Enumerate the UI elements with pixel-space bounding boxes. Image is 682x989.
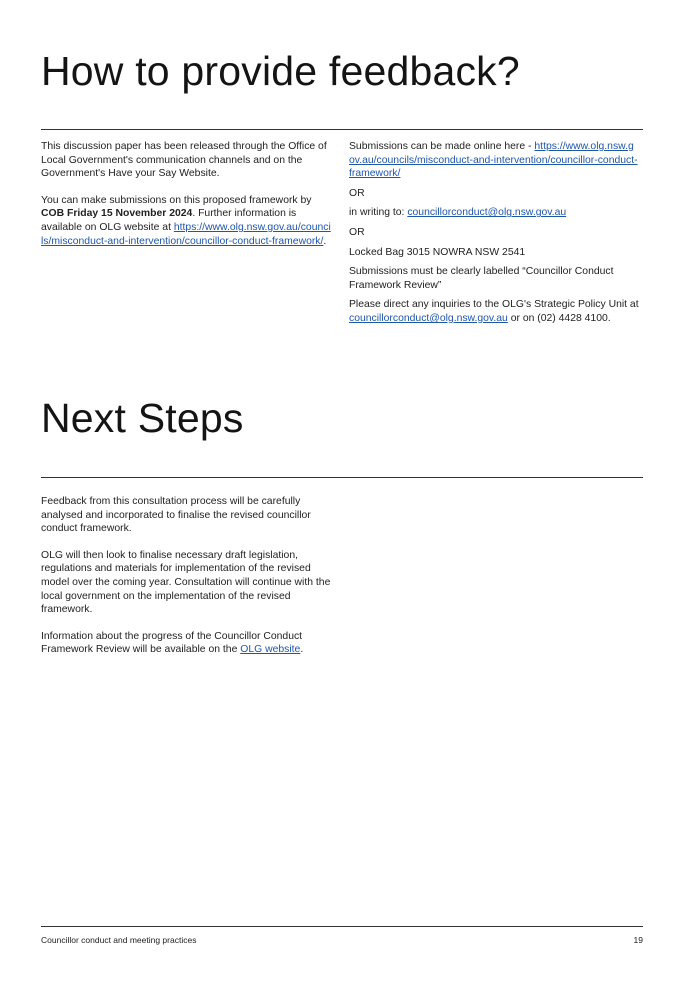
page-heading-next-steps: Next Steps [41, 395, 244, 441]
online-prefix: Submissions can be made online here - [349, 141, 535, 152]
online-submission-link[interactable]: https://www.olg.nsw.gov.au/councils/misconduct-and-intervention/councillor-conduct-framework/ [349, 141, 638, 180]
feedback-right-column [349, 140, 639, 332]
deadline-prefix: You can make submissions on this proposed framework by [41, 194, 312, 206]
olg-framework-link[interactable]: https://www.olg.nsw.gov.au/councils/misconduct-and-intervention/councillor-conduct-framework/ [41, 221, 331, 247]
progress-suffix: . [300, 644, 304, 656]
paragraph-online-submission [349, 140, 639, 181]
deadline-mid: . Further information is available on OLG website at [41, 208, 297, 233]
inquiries-suffix: or on (02) 4428 4100. [507, 312, 611, 324]
inquiries-prefix: Please direct any inquiries to the OLG's Strategic Policy Unit at [349, 299, 639, 311]
section-divider [41, 477, 643, 478]
section-divider [41, 129, 643, 130]
postal-address: Locked Bag 3015 NOWRA NSW 2541 [349, 246, 526, 258]
paragraph-progress-info [41, 630, 339, 657]
paragraph-feedback-analysis: Feedback from this consultation process will be carefully analysed and incorporated to finalise the revised councillor conduct framework. [41, 496, 311, 535]
deadline-suffix: . [323, 235, 327, 247]
page-number: 19 [633, 935, 643, 945]
paragraph-writing [349, 206, 639, 220]
or-separator-2: OR [349, 226, 365, 238]
paragraph-legislation: OLG will then look to finalise necessary draft legislation, regulations and materials for implementation of the revised model over the coming year. Consultation will continue with the local government on the implementation of the revised framework. [41, 549, 331, 616]
label-note: Submissions must be clearly labelled “Councillor Conduct Framework Review” [349, 266, 614, 291]
progress-prefix: Information about the progress of the Councillor Conduct Framework Review will be available on the [41, 630, 303, 656]
footer-title: Councillor conduct and meeting practices [41, 935, 197, 945]
email-link[interactable]: councillorconduct@olg.nsw.gov.au [407, 207, 567, 219]
page-footer [41, 926, 643, 945]
writing-prefix: in writing to: [349, 207, 408, 219]
or-separator-1: OR [349, 187, 365, 199]
deadline-date: COB Friday 15 November 2024 [41, 208, 193, 220]
page-heading-feedback: How to provide feedback? [41, 48, 520, 94]
paragraph-inquiries [349, 298, 639, 325]
paragraph-submission-deadline [41, 194, 333, 248]
next-steps-column [41, 495, 339, 670]
feedback-left-column [41, 140, 333, 261]
paragraph-release-info: This discussion paper has been released through the Office of Local Government's communication channels and on the Government's Have your Say Website. [41, 141, 327, 180]
inquiries-email-link[interactable]: councillorconduct@olg.nsw.gov.au [349, 312, 508, 324]
olg-website-link[interactable]: OLG website [240, 644, 301, 656]
